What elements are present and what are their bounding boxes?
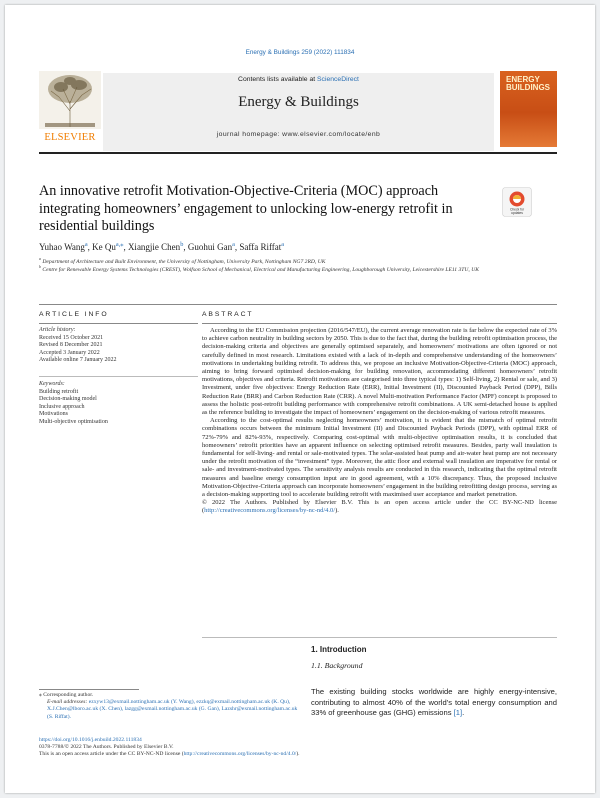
author[interactable]: Xiangjie Chen$^b$ <box>127 241 184 252</box>
journal-banner <box>103 73 494 151</box>
contents-available <box>103 76 494 83</box>
svg-text:Check for: Check for <box>509 207 525 212</box>
license-statement: © 2022 The Authors. Published by Elsevier B.V. This is an open access article under the CC BY-NC-ND license (http://creativecommons.org/licenses/by-nc-nd/4.0/). <box>202 499 557 515</box>
article-info-rule <box>39 323 198 324</box>
author[interactable]: Ke $Qu^{a,⁎}$ <box>92 241 124 252</box>
introduction-heading: 1. Introduction <box>311 645 367 654</box>
abstract-end-rule <box>202 637 557 638</box>
affiliation: $^b$ Centre for Renewable Energy Systems Technologies (CREST), Wolfson School of Mechanical, Electrical and Manufacturing Engineering, Loughborough University, Leicestershire LE11 3TU, UK <box>39 265 479 273</box>
author[interactable]: Saffa Riffat$^a$ <box>239 241 285 252</box>
keyword: Building retrofit <box>39 388 79 395</box>
abstract-rule <box>202 323 557 324</box>
background-subheading: 1.1. Background <box>311 661 363 670</box>
svg-text:updates: updates <box>511 211 523 216</box>
history-label: Article history: <box>39 327 76 333</box>
author-list: Yuhao Wang$^a$, Ke $Qu^{a,⁎}$, Xiangjie Chen$^b$, Guohui Gan$^a$, Saffa Riffat$^a$ <box>39 241 285 252</box>
author[interactable]: Guohui Gan$^a$ <box>187 241 235 252</box>
footnote: ⁎ Corresponding author. E-mail addresses: ezxyw13@exmail.nottingham.ac.uk (Y. Wang), ezzkq@exmail.nottingham.ac.uk (K. Qu), X.J.Chen@lboro.ac.uk (X. Chen), lazgg@exmail.nottingham.ac.uk (G. Gan), Lazshr@exmail.nottingham.ac.uk (S. Riffat). <box>39 692 298 720</box>
abstract-body <box>202 327 557 516</box>
open-access-line: This is an open access article under the CC BY-NC-ND license (http://creativecommons.org/licenses/by-nc-nd/4.0/). <box>39 751 300 758</box>
introduction-text: The existing building stocks worldwide are highly energy-intensive, contributing to almost 40% of the world’s total energy consumption and 33% of greenhouse gas (GHG) emissions [1]. <box>311 687 557 718</box>
abstract-heading: ABSTRACT <box>202 311 254 318</box>
abstract-paragraph: According to the EU Commission projection (2016/547/EU), the current average renovation rate is far below the expected rate of 3% to achieve carbon neutrality in building sectors by 2050. This is due to the fact that, during the building retrofit optimisation process, the decision-making criteria and objectives are generally optimised separately, and homeowners’ motivations are often ignored or not carefully defined in most research. Limitations existed with a lack of in-depth and comprehensive understanding of the homeowners’ motivations in undertaking building retrofit. To address this, we propose an inclusive Motivation-Objective-Criteria (MOC) approach, aiming to bring forward optimised decision-making for building renovation, accommodating different homeowners’ retrofit motivations, objectives and criteria. Retrofit motivations are categorised into three typical types: 1) Self-living, 2) Rental or sale, and 3) Investment, under five objectives: Energy Reduction Rate (ERR), Initial Investment (II), Discounted Payback Period (DPP), Bills Reduction Rate (BRR) and Carbon Reduction Rate (CRR). A novel Multi-motivation Performance Factor (MPF) concept is proposed to assess the holistic post-retrofit building performance with comprehensive retrofit combinations. A UK semi-detached house is applied as the reference building to investigate the impact of homeowners’ engagement on the decision-making of various retrofit measures. <box>202 327 557 417</box>
cover-title: ENERGY BUILDINGS <box>506 75 550 92</box>
keyword: Motivations <box>39 411 69 418</box>
keywords-label: Keywords: <box>39 381 65 387</box>
issn-line: 0378-7788/© 2022 The Authors. Published by Elsevier B.V. <box>39 744 174 751</box>
email-label: E-mail addresses: <box>47 699 88 706</box>
footnote-rule <box>39 689 139 690</box>
license-link[interactable]: http://creativecommons.org/licenses/by-nc-nd/4.0/ <box>204 507 336 515</box>
citation-link[interactable]: [1] <box>453 708 463 718</box>
corresponding-author-note: Corresponding author. <box>43 692 94 698</box>
paper-page <box>5 5 595 793</box>
section-divider <box>39 304 557 305</box>
history-item: Received 15 October 2021 <box>39 334 104 341</box>
journal-citation-link[interactable]: Energy & Buildings 259 (2022) 111834 <box>245 49 355 56</box>
abstract-paragraph: According to the cost-optimal results neglecting homeowners’ motivation, it is evident that the mismatch of optimal retrofit combinations occurs between the minimum Initial Investment (II) and Discounted Payback Periods (DPP), with optimal ERR of 72%-79% and 82%-93%, respectively. Comparing cost-optimal with multi-objective optimisation results, it is concluded that homeowners’ retrofit priorities have an apparent influence on selecting optimised retrofit measures. Besides, party wall insulation is fundamental for self-living- and rental or sale-motivated types. The solar-assisted heat pump and air-water heat pump are not necessary under the retrofit motivation of the “investment” type. Moreover, the attic floor and external wall insulation are imperative for rental or sale- and investment-motivated types. The sensitivity analysis results are conducted in this research, indicating that the optimal retrofit measures and baseline energy consumption input are in good agreement, with a 10% discrepancy. Thus, the proposed inclusive Motivation-Objective-Criteria approach can incorporate homeowners’ engagement in the building retrofitting design process, serving as a decision-making supporting tool to accelerate building retrofit with maximised user acceptance and market penetration. <box>202 417 557 499</box>
affiliation: $^a$ Department of Architecture and Built Environment, the University of Nottingham, University Park, Nottingham NG7 2RD, UK <box>39 257 326 265</box>
oa-license-link[interactable]: http://creativecommons.org/licenses/by-nc-nd/4.0/ <box>183 751 297 758</box>
journal-homepage[interactable]: journal homepage: www.elsevier.com/locate/enb <box>216 131 381 138</box>
contents-prefix: Contents lists available at <box>238 76 316 83</box>
article-title: An innovative retrofit Motivation-Objective-Criteria (MOC) approach integrating homeowners’ engagement to unlocking low-energy retrofit in residential buildings <box>39 183 453 234</box>
history-item: Revised 8 December 2021 <box>39 342 103 349</box>
keyword: Decision-making model <box>39 396 97 403</box>
sciencedirect-link[interactable]: ScienceDirect <box>317 76 359 83</box>
keywords-rule <box>39 376 198 377</box>
doi-link[interactable]: https://doi.org/10.1016/j.enbuild.2022.111834 <box>39 737 142 743</box>
history-item: Accepted 3 January 2022 <box>39 349 100 356</box>
article-info-heading: ARTICLE INFO <box>39 311 109 318</box>
keyword: Inclusive approach <box>39 403 85 410</box>
author[interactable]: Yuhao Wang$^a$ <box>39 241 88 252</box>
header-divider <box>39 152 557 154</box>
publication-info <box>39 737 439 759</box>
journal-title: Energy & Buildings <box>238 94 359 110</box>
check-for-updates-icon[interactable] <box>502 187 532 217</box>
keyword: Multi-objective optimisation <box>39 418 108 425</box>
elsevier-wordmark: ELSEVIER <box>44 132 96 143</box>
keywords <box>39 381 198 427</box>
email-addresses[interactable]: ezxyw13@exmail.nottingham.ac.uk (Y. Wang), ezzkq@exmail.nottingham.ac.uk (K. Qu), X.J.Chen@lboro.ac.uk (X. Chen), lazgg@exmail.nottingham.ac.uk (G. Gan), Lazshr@exmail.nottingham.ac.uk (S. Riffat). <box>47 699 298 720</box>
history-item: Available online 7 January 2022 <box>39 357 117 364</box>
article-history <box>39 327 198 365</box>
